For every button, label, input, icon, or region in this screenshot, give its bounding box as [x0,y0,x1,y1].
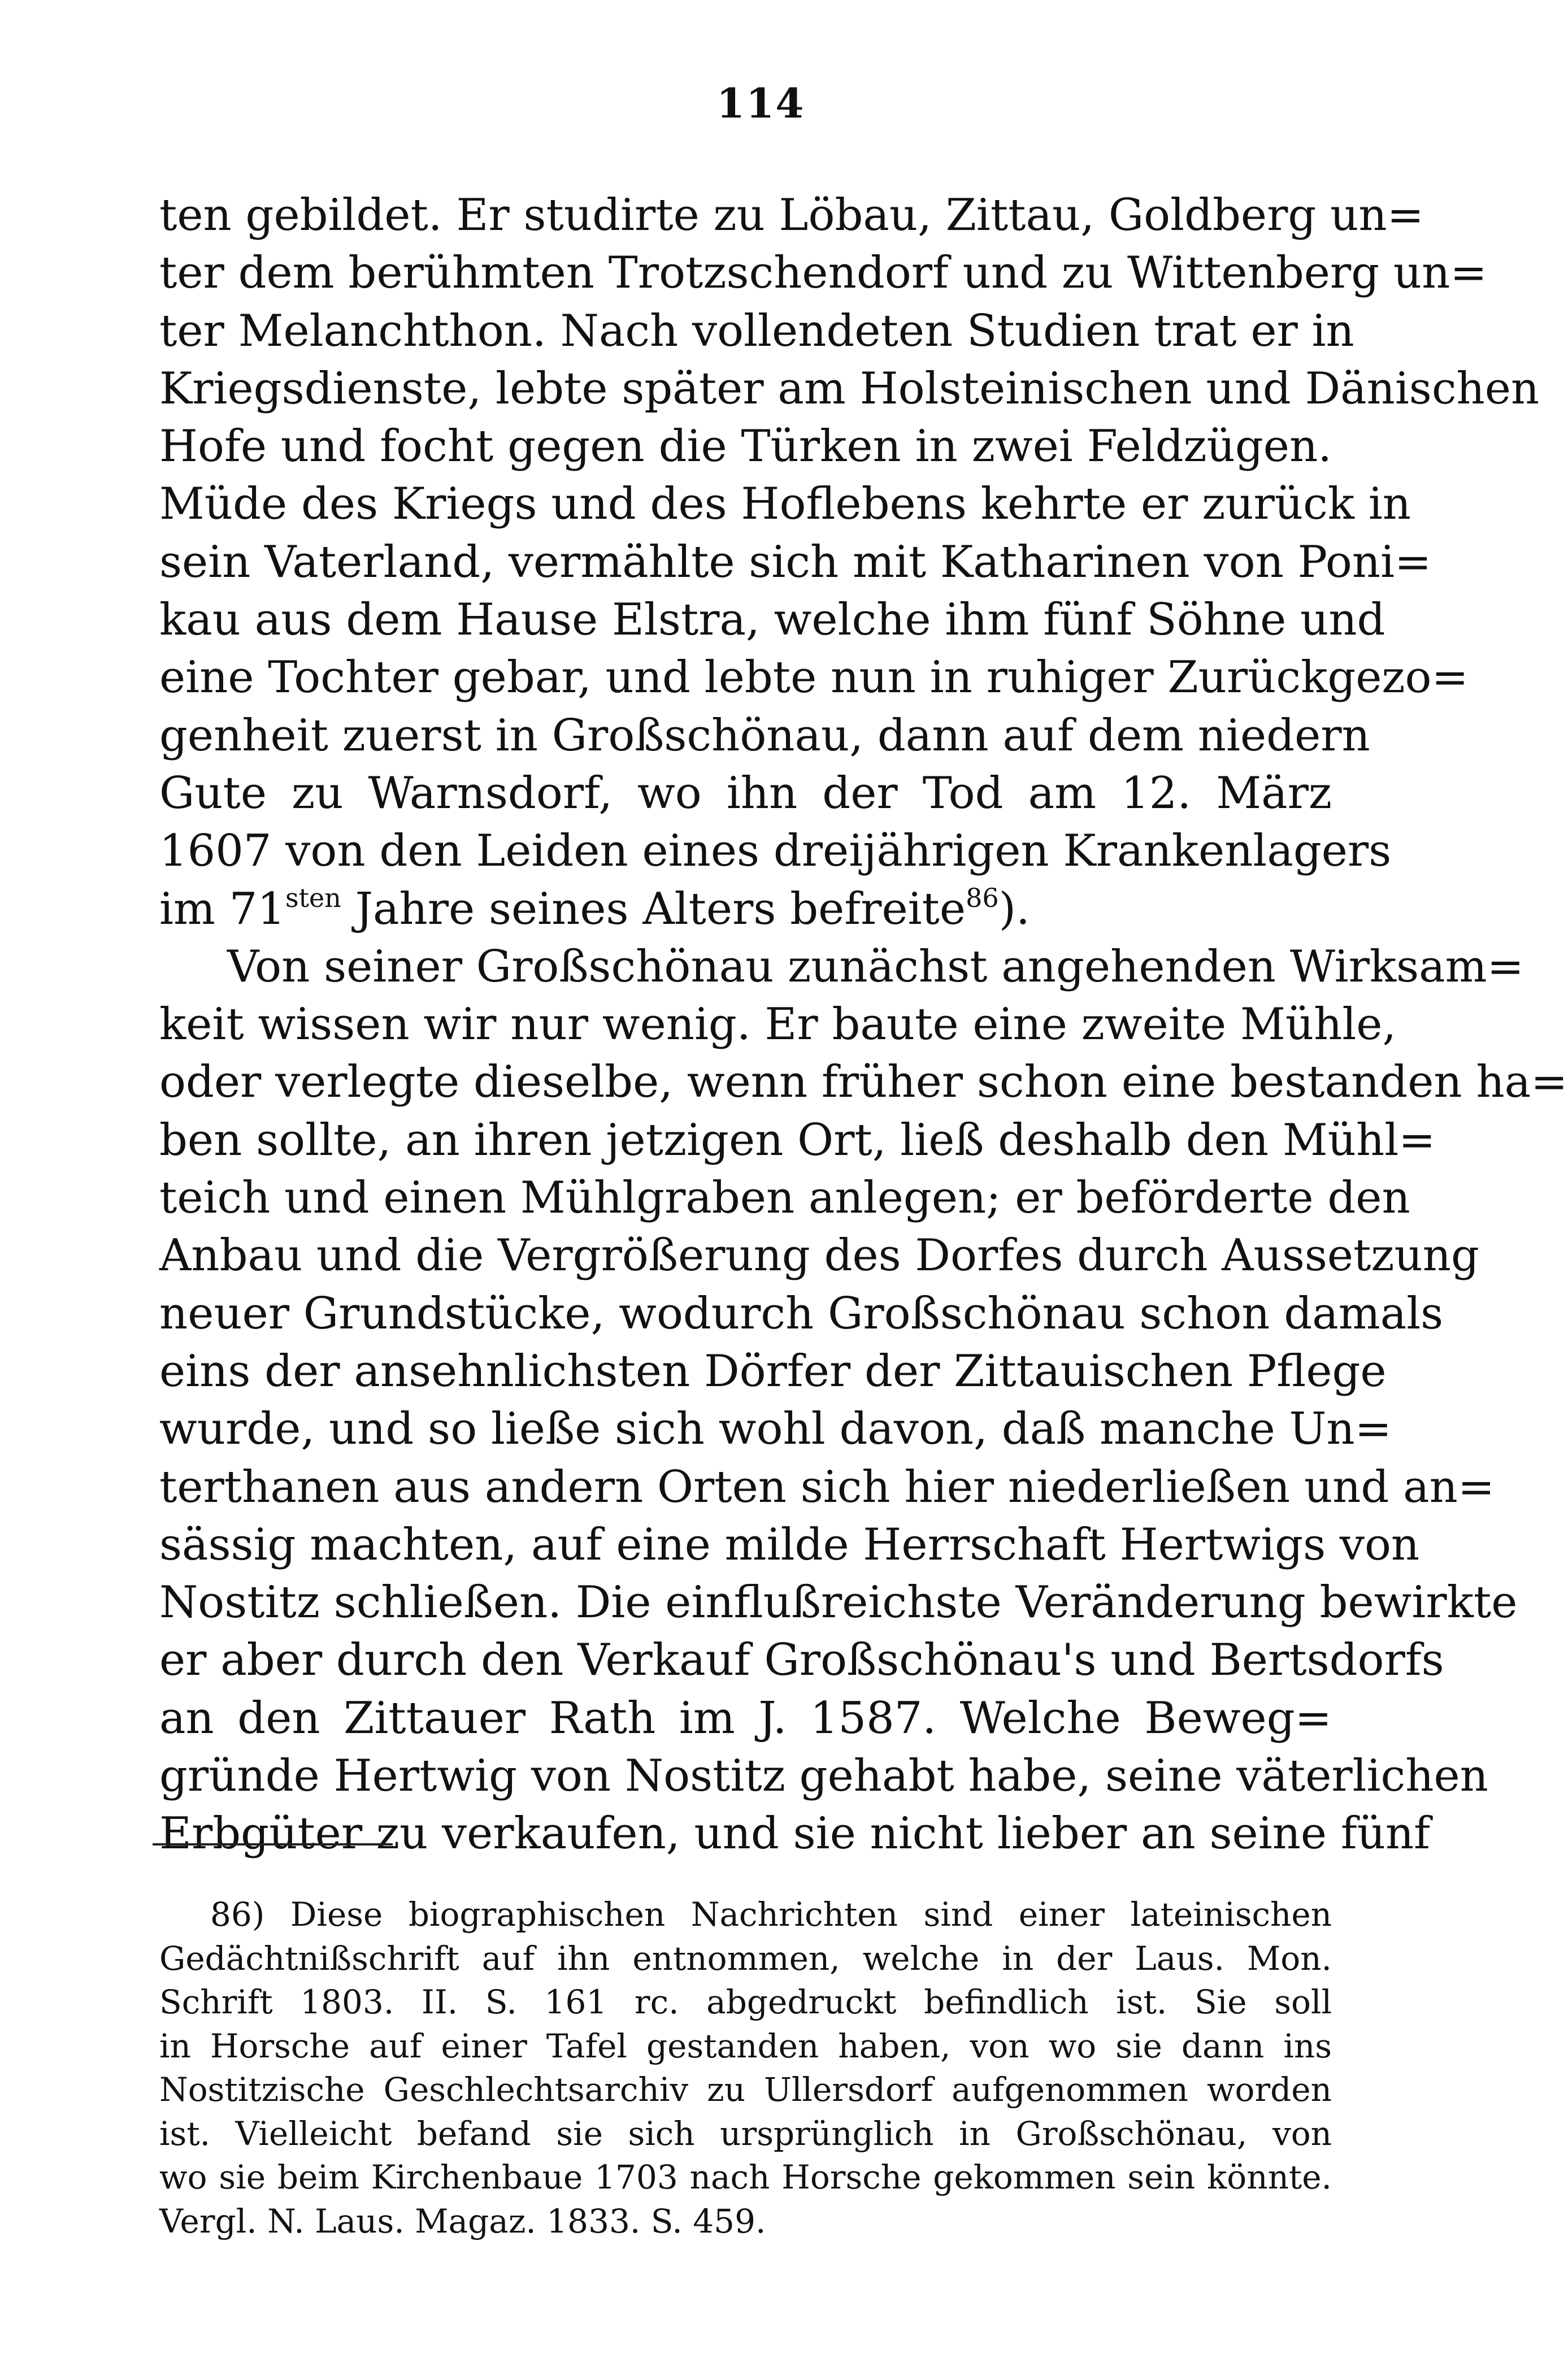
body-line: gründe Hertwig von Nostitz gehabt habe, seine väterlichen [159,1751,1488,1802]
body-line: 1607 von den Leiden eines dreijährigen Krankenlagers [159,826,1392,877]
body-line: oder verlegte dieselbe, wenn früher schon eine bestanden ha= [159,1057,1568,1108]
page-number: 114 [716,79,805,127]
line-text: im 71 [159,883,285,935]
footnote-line: Gedächtnißschrift auf ihn entnommen, welche in der Laus. Mon. [159,1939,1332,1978]
line-text: Jahre seines Alters befreite [341,883,966,935]
ordinal-superscript: sten [285,882,341,913]
body-line: ter Melanchthon. Nach vollendeten Studien trat er in [159,305,1354,357]
footnote-divider [153,1843,393,1845]
body-line: an den Zittauer Rath im J. 1587. Welche Beweg= [159,1692,1332,1744]
footnote-line: in Horsche auf einer Tafel gestanden haben, von wo sie dann ins [159,2026,1332,2065]
body-line: er aber durch den Verkauf Großschönau's und Bertsdorfs [159,1635,1444,1686]
body-line: genheit zuerst in Großschönau, dann auf dem niedern [159,710,1370,761]
body-line: sein Vaterland, vermählte sich mit Katharinen von Poni= [159,536,1432,588]
line-text: ). [998,883,1030,935]
body-line: sässig machten, auf eine milde Herrschaft Hertwigs von [159,1519,1420,1570]
footnote-line: Vergl. N. Laus. Magaz. 1833. S. 459. [159,2201,766,2240]
body-line: ter dem berühmten Trotzschendorf und zu Wittenberg un= [159,247,1487,299]
body-line: neuer Grundstücke, wodurch Großschönau schon damals [159,1288,1444,1339]
body-line: Kriegsdienste, lebte später am Holsteinischen und Dänischen [159,363,1540,414]
body-line: eine Tochter gebar, und lebte nun in ruhiger Zurückgezo= [159,652,1469,704]
footnote-line: wo sie beim Kirchenbaue 1703 nach Horsche gekommen sein könnte. [159,2158,1332,2196]
footnote-line: Schrift 1803. II. S. 161 rc. abgedruckt befindlich ist. Sie soll [159,1983,1332,2021]
footnote-line: 86) Diese biographischen Nachrichten sind einer lateinischen [210,1895,1332,1934]
body-line: Hofe und focht gegen die Türken in zwei Feldzügen. [159,421,1332,472]
body-line: wurde, und so ließe sich wohl davon, daß manche Un= [159,1404,1392,1455]
paragraph-first-line: Von seiner Großschönau zunächst angehenden Wirksam= [227,941,1524,992]
body-line: terthanen aus andern Orten sich hier niederließen und an= [159,1461,1495,1513]
body-line: eins der ansehnlichsten Dörfer der Zittauischen Pflege [159,1345,1387,1397]
body-line: Anbau und die Vergrößerung des Dorfes durch Aussetzung [159,1230,1479,1282]
footnote-line: Nostitzische Geschlechtsarchiv zu Ullersdorf aufgenommen worden [159,2070,1332,2109]
body-line: ben sollte, an ihren jetzigen Ort, ließ deshalb den Mühl= [159,1114,1436,1166]
body-text [159,186,1568,1863]
body-line: Nostitz schließen. Die einflußreichste Veränderung bewirkte [159,1577,1518,1629]
body-line: Müde des Kriegs und des Hoflebens kehrte er zurück in [159,479,1411,530]
body-line: kau aus dem Hause Elstra, welche ihm fünf Söhne und [159,594,1385,646]
footnote [159,1893,1332,2243]
body-line: keit wissen wir nur wenig. Er baute eine zweite Mühle, [159,999,1397,1050]
body-line: teich und einen Mühlgraben anlegen; er beförderte den [159,1173,1410,1224]
body-line: ten gebildet. Er studirte zu Löbau, Zittau, Goldberg un= [159,190,1424,241]
body-line: Erbgüter zu verkaufen, und sie nicht lieber an seine fünf [159,1808,1431,1860]
footnote-reference: 86 [966,882,999,913]
body-line-with-note-ref [159,880,1332,938]
footnote-line: ist. Vielleicht befand sie sich ursprünglich in Großschönau, von [159,2114,1332,2153]
body-line: Gute zu Warnsdorf, wo ihn der Tod am 12. März [159,767,1332,819]
